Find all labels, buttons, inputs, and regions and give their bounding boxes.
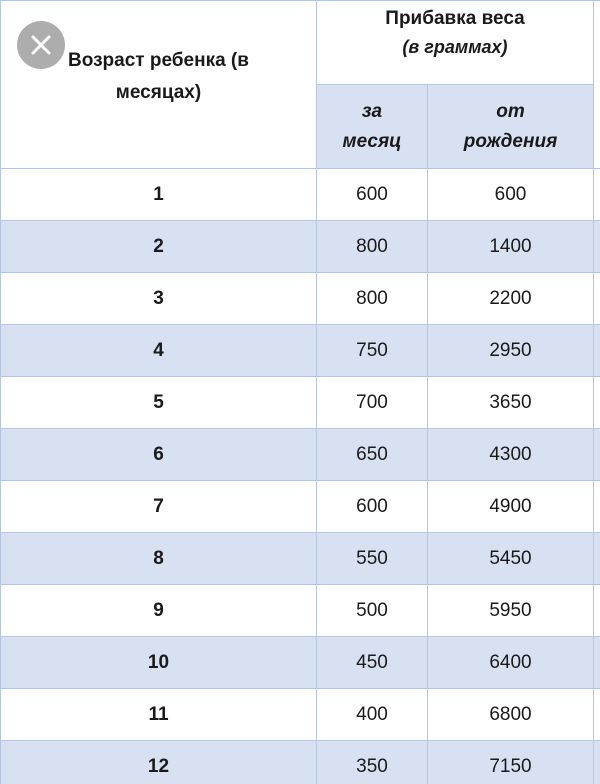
age-cell: 3 bbox=[1, 273, 317, 325]
age-cell: 5 bbox=[1, 377, 317, 429]
table-row bbox=[1, 637, 600, 689]
table-row bbox=[1, 169, 600, 221]
close-button[interactable] bbox=[17, 21, 65, 69]
age-cell: 10 bbox=[1, 637, 317, 689]
table-row bbox=[1, 741, 600, 784]
header-per-month-line1: за bbox=[361, 100, 383, 122]
extra-cell bbox=[594, 689, 600, 741]
from-birth-cell: 600 bbox=[428, 169, 594, 221]
per-month-cell: 650 bbox=[317, 429, 428, 481]
table-row bbox=[1, 481, 600, 533]
table-row bbox=[1, 689, 600, 741]
extra-cell bbox=[594, 481, 600, 533]
from-birth-cell: 6400 bbox=[428, 637, 594, 689]
per-month-cell: 450 bbox=[317, 637, 428, 689]
from-birth-cell: 1400 bbox=[428, 221, 594, 273]
age-cell: 1 bbox=[1, 169, 317, 221]
per-month-cell: 350 bbox=[317, 741, 428, 784]
per-month-cell: 600 bbox=[317, 481, 428, 533]
per-month-cell: 750 bbox=[317, 325, 428, 377]
age-cell: 2 bbox=[1, 221, 317, 273]
extra-cell bbox=[594, 377, 600, 429]
extra-cell bbox=[594, 325, 600, 377]
extra-cell bbox=[594, 637, 600, 689]
from-birth-cell: 4900 bbox=[428, 481, 594, 533]
from-birth-cell: 3650 bbox=[428, 377, 594, 429]
from-birth-cell: 6800 bbox=[428, 689, 594, 741]
table-row bbox=[1, 221, 600, 273]
per-month-cell: 550 bbox=[317, 533, 428, 585]
from-birth-cell: 5950 bbox=[428, 585, 594, 637]
age-cell: 7 bbox=[1, 481, 317, 533]
header-per-month-line2: месяц bbox=[342, 130, 402, 152]
header-age-line2: месяцах) bbox=[115, 82, 202, 103]
extra-cell bbox=[594, 585, 600, 637]
header-from-birth-line1: от bbox=[496, 100, 525, 122]
per-month-cell: 700 bbox=[317, 377, 428, 429]
extra-cell bbox=[594, 741, 600, 784]
from-birth-cell: 2950 bbox=[428, 325, 594, 377]
table-row bbox=[1, 273, 600, 325]
table-row bbox=[1, 377, 600, 429]
table-row bbox=[1, 325, 600, 377]
header-from-birth-line2: рождения bbox=[463, 130, 558, 152]
table-row bbox=[1, 429, 600, 481]
table-body bbox=[1, 169, 600, 784]
header-gain-title: Прибавка веса bbox=[385, 8, 525, 29]
age-cell: 8 bbox=[1, 533, 317, 585]
age-cell: 12 bbox=[1, 741, 317, 784]
age-cell: 11 bbox=[1, 689, 317, 741]
age-cell: 6 bbox=[1, 429, 317, 481]
from-birth-cell: 2200 bbox=[428, 273, 594, 325]
header-from-birth bbox=[428, 85, 594, 169]
age-cell: 4 bbox=[1, 325, 317, 377]
from-birth-cell: 4300 bbox=[428, 429, 594, 481]
per-month-cell: 600 bbox=[317, 169, 428, 221]
header-age-line1: Возраст ребенка (в bbox=[68, 50, 249, 71]
per-month-cell: 800 bbox=[317, 273, 428, 325]
per-month-cell: 800 bbox=[317, 221, 428, 273]
table-row bbox=[1, 585, 600, 637]
extra-cell bbox=[594, 169, 600, 221]
age-cell: 9 bbox=[1, 585, 317, 637]
header-per-month bbox=[317, 85, 428, 169]
per-month-cell: 400 bbox=[317, 689, 428, 741]
from-birth-cell: 5450 bbox=[428, 533, 594, 585]
header-extra-column bbox=[594, 1, 600, 169]
header-weight-gain bbox=[317, 1, 594, 85]
extra-cell bbox=[594, 429, 600, 481]
extra-cell bbox=[594, 533, 600, 585]
close-icon bbox=[17, 21, 65, 69]
extra-cell bbox=[594, 221, 600, 273]
table-row bbox=[1, 533, 600, 585]
extra-cell bbox=[594, 273, 600, 325]
header-gain-unit: (в граммах) bbox=[402, 37, 508, 57]
per-month-cell: 500 bbox=[317, 585, 428, 637]
from-birth-cell: 7150 bbox=[428, 741, 594, 784]
